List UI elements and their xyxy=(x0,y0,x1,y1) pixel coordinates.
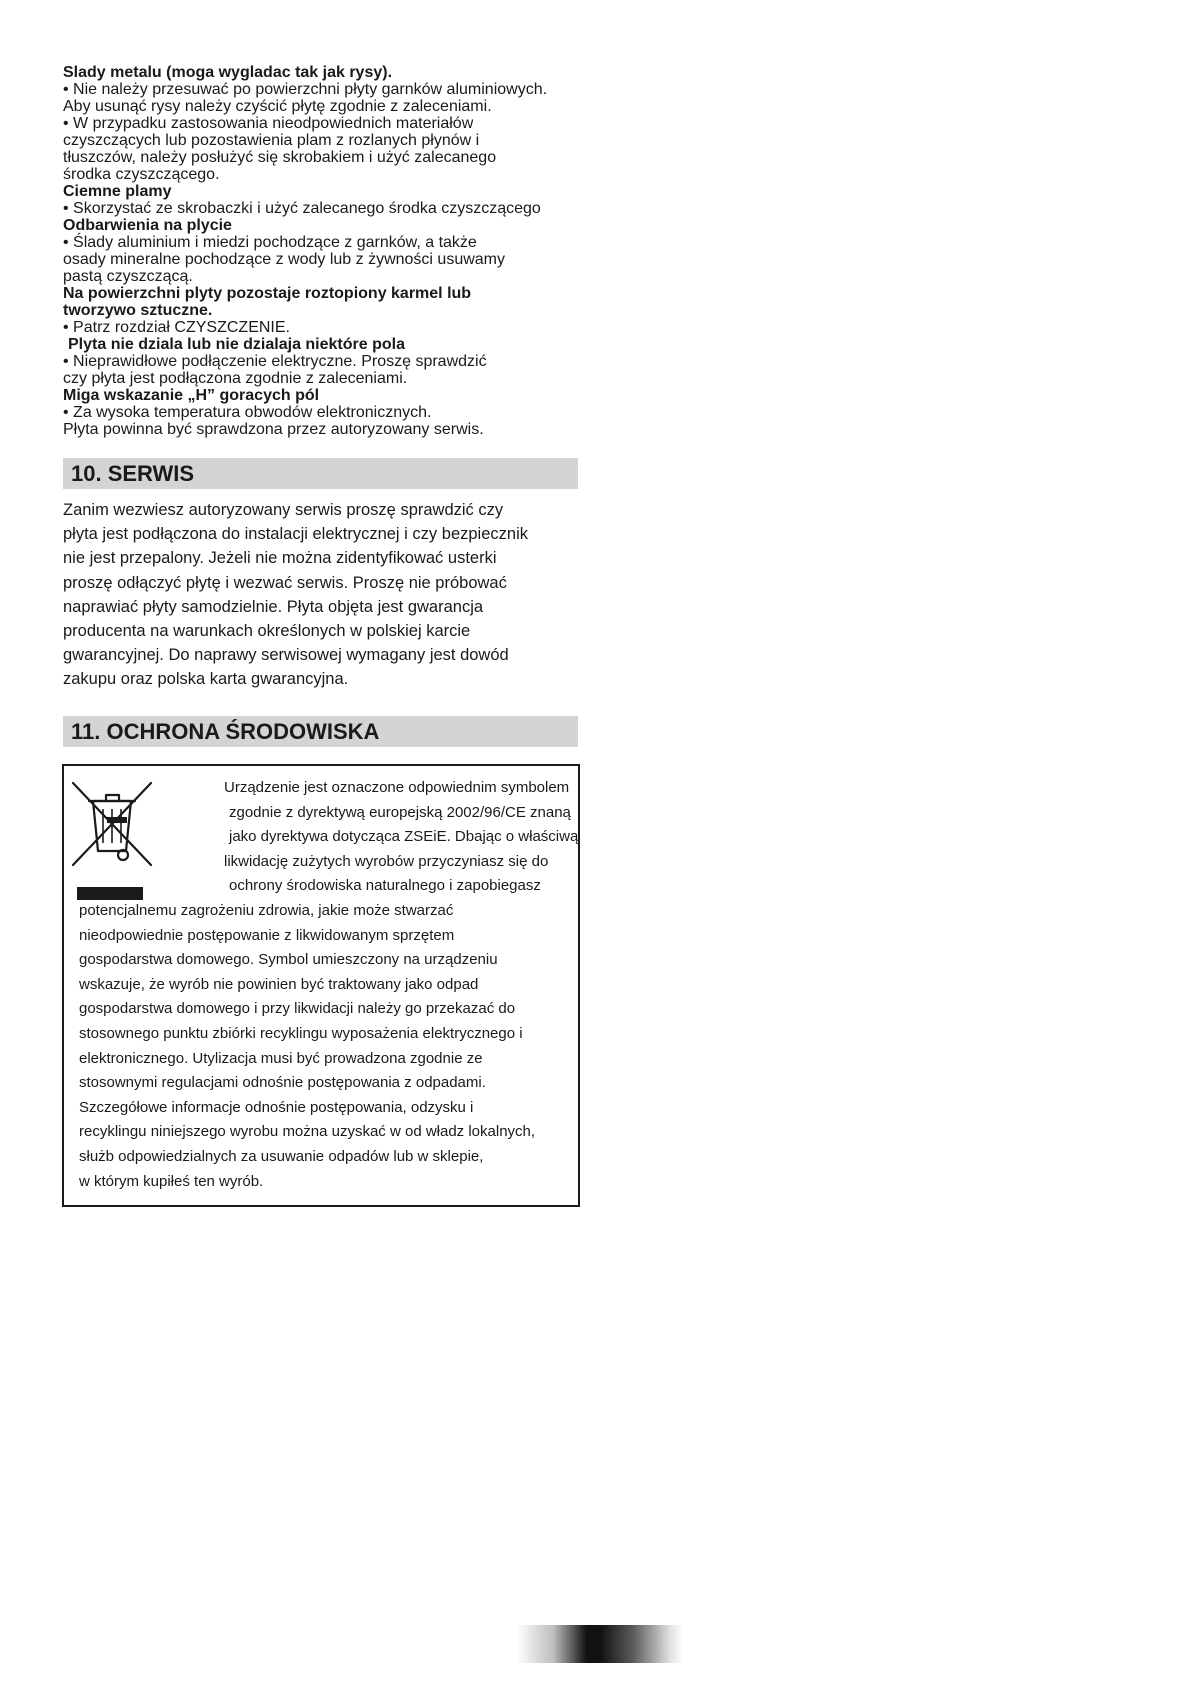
weee-line: w którym kupiłeś ten wyrób. xyxy=(79,1172,264,1190)
trouble-title: Odbarwienia na plycie xyxy=(63,217,232,234)
trouble-title: Na powierzchni plyty pozostaje roztopiony karmel lub xyxy=(63,285,472,302)
weee-line: elektronicznego. Utylizacja musi być prowadzona zgodnie ze xyxy=(79,1049,483,1067)
weee-notice-box xyxy=(62,764,580,1207)
trouble-line: środka czyszczącego. xyxy=(63,166,220,183)
serwis-line: zakupu oraz polska karta gwarancyjna. xyxy=(63,670,349,689)
weee-line: stosownego punktu zbiórki recyklingu wyposażenia elektrycznego i xyxy=(79,1024,523,1042)
serwis-line: płyta jest podłączona do instalacji elektrycznej i czy bezpiecznik xyxy=(63,525,528,544)
serwis-line: nie jest przepalony. Jeżeli nie można zidentyfikować usterki xyxy=(63,549,497,568)
weee-line: stosownymi regulacjami odnośnie postępowania z odpadami. xyxy=(79,1074,486,1092)
serwis-line: naprawiać płyty samodzielnie. Płyta objęta jest gwarancja xyxy=(63,597,484,616)
trouble-line: tłuszczów, należy posłużyć się skrobakiem i użyć zalecanego xyxy=(63,149,497,166)
weee-line: ochrony środowiska naturalnego i zapobiegasz xyxy=(229,877,541,895)
weee-line: gospodarstwa domowego. Symbol umieszczony na urządzeniu xyxy=(79,951,498,969)
weee-paragraph xyxy=(79,776,579,1194)
troubleshooting-list xyxy=(63,64,603,438)
trouble-line: pastą czyszczącą. xyxy=(63,268,193,285)
serwis-line: gwarancyjnej. Do naprawy serwisowej wymagany jest dowód xyxy=(63,646,509,665)
serwis-paragraph xyxy=(63,498,593,692)
weee-line: likwidację zużytych wyrobów przyczyniasz się do xyxy=(224,852,549,870)
weee-line: gospodarstwa domowego i przy likwidacji należy go przekazać do xyxy=(79,1000,516,1018)
weee-line: Szczegółowe informacje odnośnie postępowania, odzysku i xyxy=(79,1098,474,1116)
serwis-line: Zanim wezwiesz autoryzowany serwis proszę sprawdzić czy xyxy=(63,501,504,519)
trouble-title: Plyta nie dziala lub nie dzialaja niektóre pola xyxy=(68,336,405,353)
trouble-line: • Ślady aluminium i miedzi pochodzące z garnków, a także xyxy=(63,234,477,251)
serwis-line: producenta na warunkach określonych w polskiej karcie xyxy=(63,622,471,641)
weee-line: służb odpowiedzialnych za usuwanie odpadów lub w sklepie, xyxy=(79,1147,484,1165)
weee-line: potencjalnemu zagrożeniu zdrowia, jakie może stwarzać xyxy=(79,901,454,919)
trouble-line: czy płyta jest podłączona zgodnie z zaleceniami. xyxy=(63,370,408,387)
trouble-line: • Skorzystać ze skrobaczki i użyć zalecanego środka czyszczącego xyxy=(63,200,541,217)
trouble-line: • Nieprawidłowe podłączenie elektryczne. Proszę sprawdzić xyxy=(63,353,487,370)
page-number-gradient-bar xyxy=(517,1625,683,1663)
weee-line: Urządzenie jest oznaczone odpowiednim symbolem xyxy=(224,779,570,796)
trouble-line: • W przypadku zastosowania nieodpowiednich materiałów xyxy=(63,115,474,132)
trouble-title: Ciemne plamy xyxy=(63,183,172,200)
trouble-title: Slady metalu (moga wygladac tak jak rysy). xyxy=(63,64,393,81)
weee-line: wskazuje, że wyrób nie powinien być traktowany jako odpad xyxy=(79,975,479,993)
trouble-line: osady mineralne pochodzące z wody lub z żywności usuwamy xyxy=(63,251,505,268)
weee-line: nieodpowiednie postępowanie z likwidowanym sprzętem xyxy=(79,926,455,944)
weee-line: zgodnie z dyrektywą europejską 2002/96/CE znaną xyxy=(229,803,571,821)
section-heading-serwis: 10. SERWIS xyxy=(63,458,578,489)
section-heading-ochrona: 11. OCHRONA ŚRODOWISKA xyxy=(63,716,578,747)
trouble-line: czyszczących lub pozostawienia plam z rozlanych płynów i xyxy=(63,132,480,149)
weee-line: jako dyrektywa dotycząca ZSEiE. Dbając o właściwą xyxy=(229,828,579,846)
trouble-line: • Patrz rozdział CZYSZCZENIE. xyxy=(63,319,290,336)
weee-line: recyklingu niniejszego wyrobu można uzyskać w od władz lokalnych, xyxy=(79,1123,536,1141)
trouble-line: Płyta powinna być sprawdzona przez autoryzowany serwis. xyxy=(63,421,484,438)
trouble-line: • Nie należy przesuwać po powierzchni płyty garnków aluminiowych. xyxy=(63,81,548,98)
serwis-line: proszę odłączyć płytę i wezwać serwis. Proszę nie próbować xyxy=(63,573,507,592)
trouble-title: tworzywo sztuczne. xyxy=(63,302,213,319)
trouble-line: • Za wysoka temperatura obwodów elektronicznych. xyxy=(63,404,432,421)
trouble-title: Miga wskazanie „H” goracych pól xyxy=(63,387,320,404)
trouble-line: Aby usunąć rysy należy czyścić płytę zgodnie z zaleceniami. xyxy=(63,98,492,115)
